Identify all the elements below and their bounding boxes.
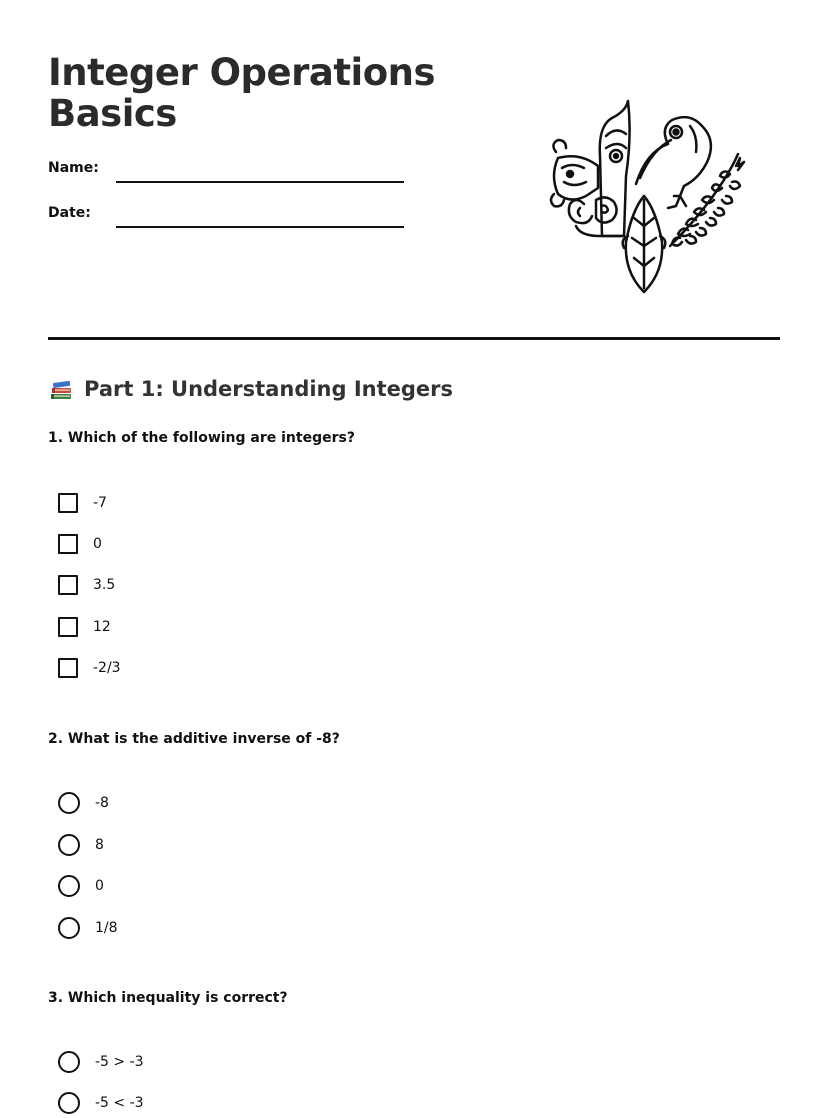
q1-option[interactable] bbox=[58, 656, 121, 680]
date-field[interactable] bbox=[116, 226, 404, 228]
part-1-heading bbox=[48, 374, 453, 404]
option-label: -5 > -3 bbox=[95, 1054, 144, 1070]
section-divider bbox=[48, 337, 780, 340]
radio-button[interactable] bbox=[58, 1092, 80, 1114]
option-label: 1/8 bbox=[95, 920, 118, 936]
question-2: 2. What is the additive inverse of -8? bbox=[48, 731, 340, 747]
radio-button[interactable] bbox=[58, 875, 80, 897]
q2-option[interactable] bbox=[58, 874, 104, 898]
carved-pou-icon bbox=[551, 101, 630, 236]
radio-button[interactable] bbox=[58, 834, 80, 856]
title-line-2: Basics bbox=[48, 92, 177, 135]
checkbox[interactable] bbox=[58, 575, 78, 595]
checkbox[interactable] bbox=[58, 493, 78, 513]
option-label: 0 bbox=[93, 536, 102, 552]
q1-option[interactable] bbox=[58, 573, 115, 597]
books-icon bbox=[48, 376, 74, 402]
option-label: 12 bbox=[93, 619, 111, 635]
name-label: Name: bbox=[48, 160, 99, 176]
q1-option[interactable] bbox=[58, 615, 111, 639]
q3-option[interactable] bbox=[58, 1050, 144, 1074]
checkbox[interactable] bbox=[58, 658, 78, 678]
radio-button[interactable] bbox=[58, 917, 80, 939]
option-label: -2/3 bbox=[93, 660, 121, 676]
maori-carving-kiwi-fern-illustration bbox=[540, 96, 750, 296]
option-label: 0 bbox=[95, 878, 104, 894]
checkbox[interactable] bbox=[58, 534, 78, 554]
option-label: -7 bbox=[93, 495, 107, 511]
leaf-icon bbox=[623, 196, 666, 292]
option-label: 8 bbox=[95, 837, 104, 853]
checkbox[interactable] bbox=[58, 617, 78, 637]
option-label: 3.5 bbox=[93, 577, 116, 593]
q2-option[interactable] bbox=[58, 791, 109, 815]
title-line-1: Integer Operations bbox=[48, 51, 435, 94]
date-label: Date: bbox=[48, 205, 91, 221]
q2-option[interactable] bbox=[58, 916, 118, 940]
name-field[interactable] bbox=[116, 181, 404, 183]
kiwi-bird-icon bbox=[636, 117, 711, 208]
question-1: 1. Which of the following are integers? bbox=[48, 430, 355, 446]
radio-button[interactable] bbox=[58, 792, 80, 814]
worksheet-title bbox=[48, 52, 468, 134]
q1-option[interactable] bbox=[58, 532, 102, 556]
radio-button[interactable] bbox=[58, 1051, 80, 1073]
part-1-title: Part 1: Understanding Integers bbox=[84, 377, 454, 401]
q1-option[interactable] bbox=[58, 491, 107, 515]
option-label: -8 bbox=[95, 795, 109, 811]
q2-option[interactable] bbox=[58, 833, 104, 857]
question-3: 3. Which inequality is correct? bbox=[48, 990, 288, 1006]
q3-option[interactable] bbox=[58, 1091, 144, 1115]
option-label: -5 < -3 bbox=[95, 1095, 144, 1111]
